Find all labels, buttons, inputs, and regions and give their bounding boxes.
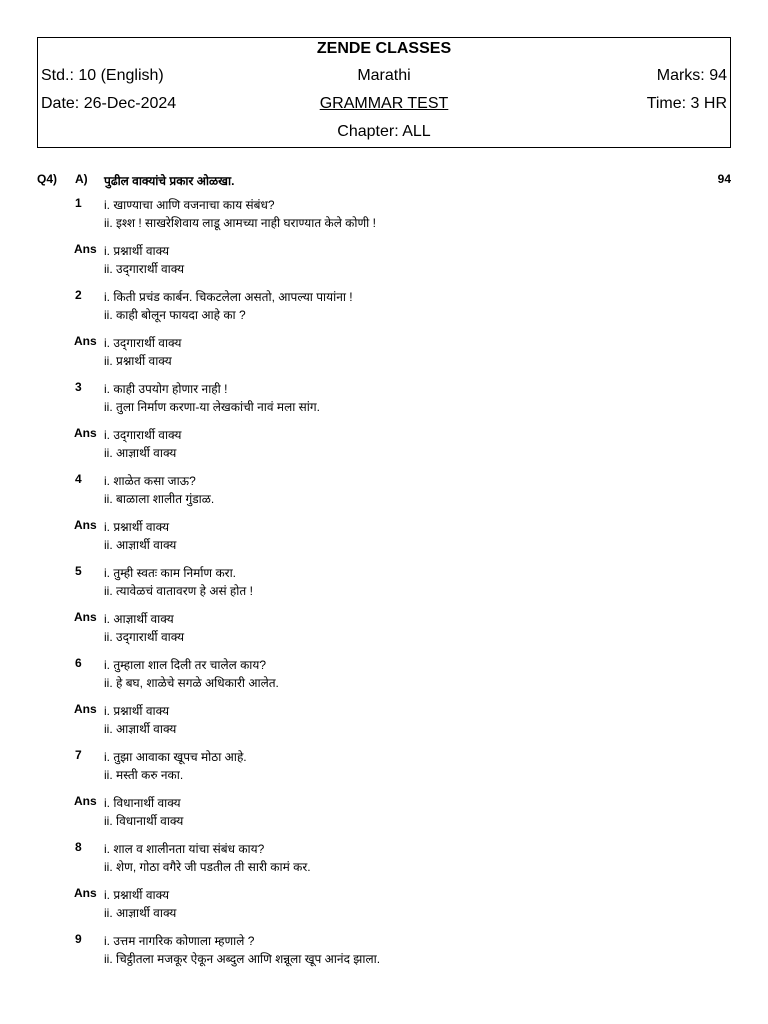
item-number: 2 — [75, 288, 82, 302]
item-number: 7 — [75, 748, 82, 762]
question-line-2: ii. शेण, गोठा वगैरे जी पडतील ती सारी कामं कर. — [104, 860, 311, 874]
date-label: Date: 26-Dec-2024 — [41, 95, 177, 112]
answer-line-1: i. प्रश्नार्थी वाक्य — [104, 888, 170, 902]
question-item — [37, 288, 731, 334]
answer-line-1: i. विधानार्थी वाक्य — [104, 796, 181, 810]
question-part: A) — [75, 172, 88, 186]
answer-line-1: i. प्रश्नार्थी वाक्य — [104, 704, 170, 718]
answer-line-1: i. उद्‍गारार्थी वाक्य — [104, 336, 182, 350]
answer-line-2: ii. आज्ञार्थी वाक्य — [104, 538, 177, 552]
answer-label: Ans — [74, 794, 97, 808]
marks-label: Marks: 94 — [656, 67, 727, 84]
header-row-2 — [38, 67, 730, 95]
answer-line-2: ii. विधानार्थी वाक्य — [104, 814, 184, 828]
answer-line-2: ii. उद्‍गारार्थी वाक्य — [104, 630, 185, 644]
answer-item — [37, 794, 731, 840]
question-list — [37, 196, 731, 978]
question-item — [37, 748, 731, 794]
answer-label: Ans — [74, 334, 97, 348]
item-number: 8 — [75, 840, 82, 854]
question-item — [37, 472, 731, 518]
item-number: 9 — [75, 932, 82, 946]
item-number: 3 — [75, 380, 82, 394]
question-number: Q4) — [37, 172, 58, 186]
question-line-1: i. शाळेत कसा जाऊ? — [104, 474, 196, 488]
question-line-1: i. काही उपयोग होणार नाही ! — [104, 382, 228, 396]
answer-item — [37, 886, 731, 932]
question-line-2: ii. तुला निर्माण करणा-या लेखकांची नावं मला सांग. — [104, 400, 320, 414]
answer-label: Ans — [74, 426, 97, 440]
question-line-2: ii. काही बोलून फायदा आहे का ? — [104, 308, 246, 322]
question-line-1: i. तुम्हाला शाल दिली तर चालेल काय? — [104, 658, 267, 672]
answer-line-1: i. आज्ञार्थी वाक्य — [104, 612, 174, 626]
header-row-3 — [38, 95, 730, 123]
answer-item — [37, 702, 731, 748]
school-name: ZENDE CLASSES — [316, 40, 452, 57]
answer-item — [37, 426, 731, 472]
header-row-4 — [38, 123, 730, 151]
question-line-2: ii. चिट्ठीतला मजकूर ऐकून अब्दुल आणि शन्नूला खूप आनंद झाला. — [104, 952, 381, 966]
answer-label: Ans — [74, 242, 97, 256]
answer-line-2: ii. आज्ञार्थी वाक्य — [104, 446, 177, 460]
question-line-1: i. शाल व शालीनता यांचा संबंध काय? — [104, 842, 265, 856]
answer-label: Ans — [74, 610, 97, 624]
question-line-2: ii. त्यावेळचं वातावरण हे असं होत ! — [104, 584, 253, 598]
question-line-2: ii. बाळाला शालीत गुंडाळ. — [104, 492, 215, 506]
answer-item — [37, 242, 731, 288]
answer-label: Ans — [74, 518, 97, 532]
item-number: 5 — [75, 564, 82, 578]
standard-label: Std.: 10 (English) — [41, 67, 164, 84]
question-title: पुढील वाक्यांचे प्रकार ओळखा. — [104, 174, 235, 188]
answer-label: Ans — [74, 702, 97, 716]
question-line-1: i. उत्तम नागरिक कोणाला म्हणाले ? — [104, 934, 255, 948]
question-item — [37, 380, 731, 426]
question-item — [37, 932, 731, 978]
answer-line-2: ii. आज्ञार्थी वाक्य — [104, 722, 177, 736]
answer-item — [37, 518, 731, 564]
question-line-2: ii. हे बघ, शाळेचे सगळे अधिकारी आलेत. — [104, 676, 279, 690]
item-number: 4 — [75, 472, 82, 486]
question-line-1: i. खाण्याचा आणि वजनाचा काय संबंध? — [104, 198, 275, 212]
answer-line-2: ii. प्रश्नार्थी वाक्य — [104, 354, 172, 368]
answer-line-1: i. प्रश्नार्थी वाक्य — [104, 520, 170, 534]
answer-label: Ans — [74, 886, 97, 900]
question-item — [37, 656, 731, 702]
question-line-2: ii. इश्श ! साखरेशिवाय लाडू आमच्या नाही घराण्यात केले कोणी ! — [104, 216, 376, 230]
time-label: Time: 3 HR — [646, 95, 727, 112]
question-item — [37, 840, 731, 886]
answer-line-1: i. उद्‍गारार्थी वाक्य — [104, 428, 182, 442]
item-number: 1 — [75, 196, 82, 210]
answer-line-1: i. प्रश्नार्थी वाक्य — [104, 244, 170, 258]
question-line-1: i. तुझा आवाका खूपच मोठा आहे. — [104, 750, 247, 764]
question-item — [37, 196, 731, 242]
answer-item — [37, 610, 731, 656]
header-box — [37, 37, 731, 148]
answer-line-2: ii. उद्‍गारार्थी वाक्य — [104, 262, 185, 276]
question-item — [37, 564, 731, 610]
question-marks: 94 — [717, 172, 731, 186]
item-number: 6 — [75, 656, 82, 670]
question-line-1: i. किती प्रचंड कार्बन. चिकटलेला असतो, आपल्या पायांना ! — [104, 290, 353, 304]
answer-line-2: ii. आज्ञार्थी वाक्य — [104, 906, 177, 920]
question-line-1: i. तुम्ही स्वतः काम निर्माण करा. — [104, 566, 237, 580]
question-line-2: ii. मस्ती करु नका. — [104, 768, 184, 782]
test-name: GRAMMAR TEST — [319, 95, 449, 112]
header-row-1 — [38, 40, 730, 68]
subject-label: Marathi — [357, 67, 411, 84]
answer-item — [37, 334, 731, 380]
chapter-label: Chapter: ALL — [337, 123, 431, 140]
